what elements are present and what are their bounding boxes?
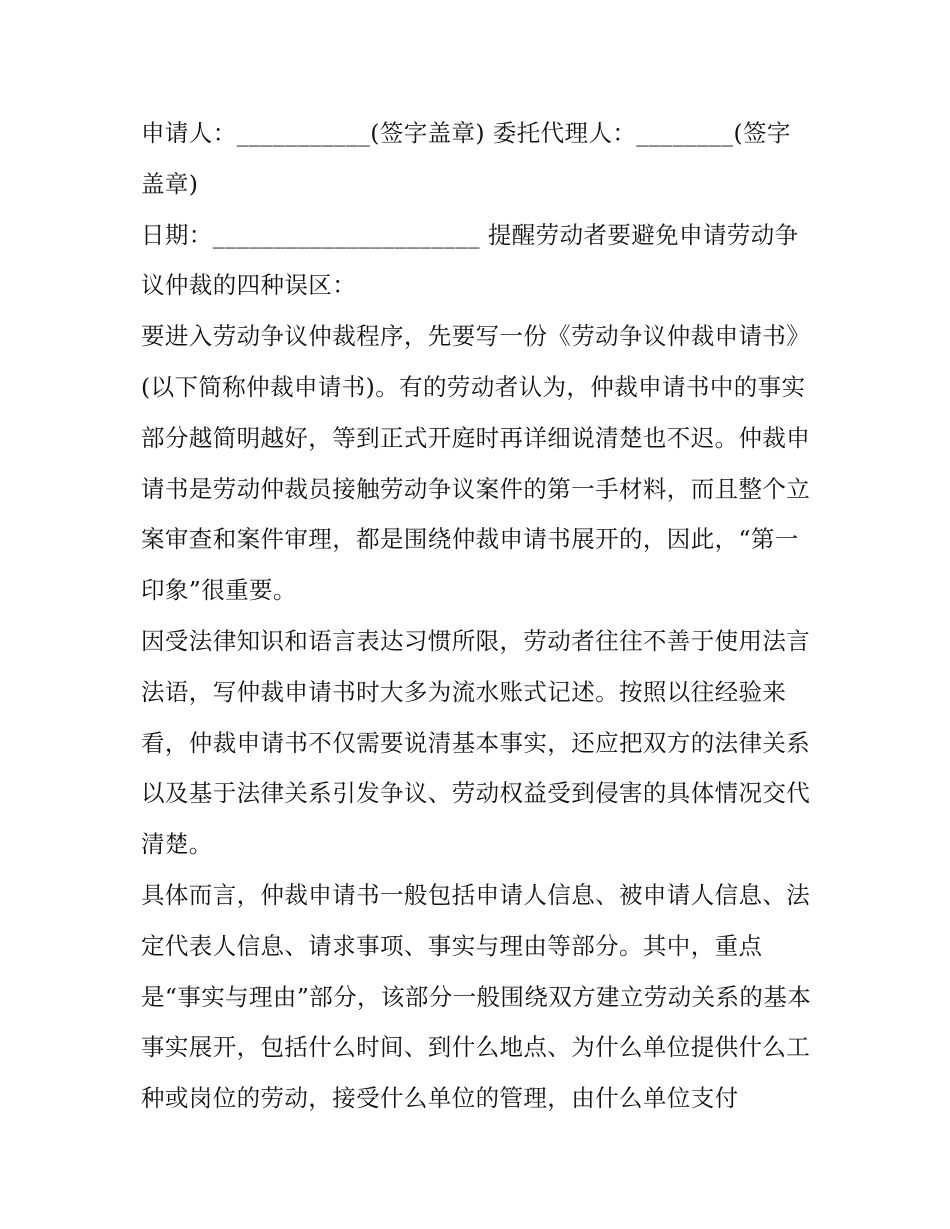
document-body xyxy=(141,108,813,1124)
paragraph-application-contents: 具体而言，仲裁申请书一般包括申请人信息、被申请人信息、法定代表人信息、请求事项、事实与理由等部分。其中，重点是“事实与理由”部分，该部分一般围绕双方建立劳动关系的基本事实展开，包括什么时间、到什么地点、为什么单位提供什么工种或岗位的劳动，接受什么单位的管理，由什么单位支付 xyxy=(141,880,812,1113)
signature-line: 申请人：___________(签字盖章) 委托代理人：________(签字盖章) xyxy=(141,119,791,198)
date-line: 日期：______________________ 提醒劳动者要避免申请劳动争议仲裁的四种误区： xyxy=(141,220,799,300)
paragraph-legal-language: 因受法律知识和语言表达习惯所限，劳动者往往不善于使用法言法语，写仲裁申请书时大多为流水账式记述。按照以往经验来看，仲裁申请书不仅需要说清基本事实，还应把双方的法律关系以及基于法律关系引发争议、劳动权益受到侵害的具体情况交代清楚。 xyxy=(141,626,811,859)
paragraph-application-first-impression: 要进入劳动争议仲裁程序，先要写一份《劳动争议仲裁申请书》(以下简称仲裁申请书)。有的劳动者认为，仲裁申请书中的事实部分越简明越好，等到正式开庭时再详细说清楚也不迟。仲裁申请书是劳动仲裁员接触劳动争议案件的第一手材料，而且整个立案审查和案件审理，都是围绕仲裁申请书展开的，因此，“第一印象”很重要。 xyxy=(141,322,811,605)
